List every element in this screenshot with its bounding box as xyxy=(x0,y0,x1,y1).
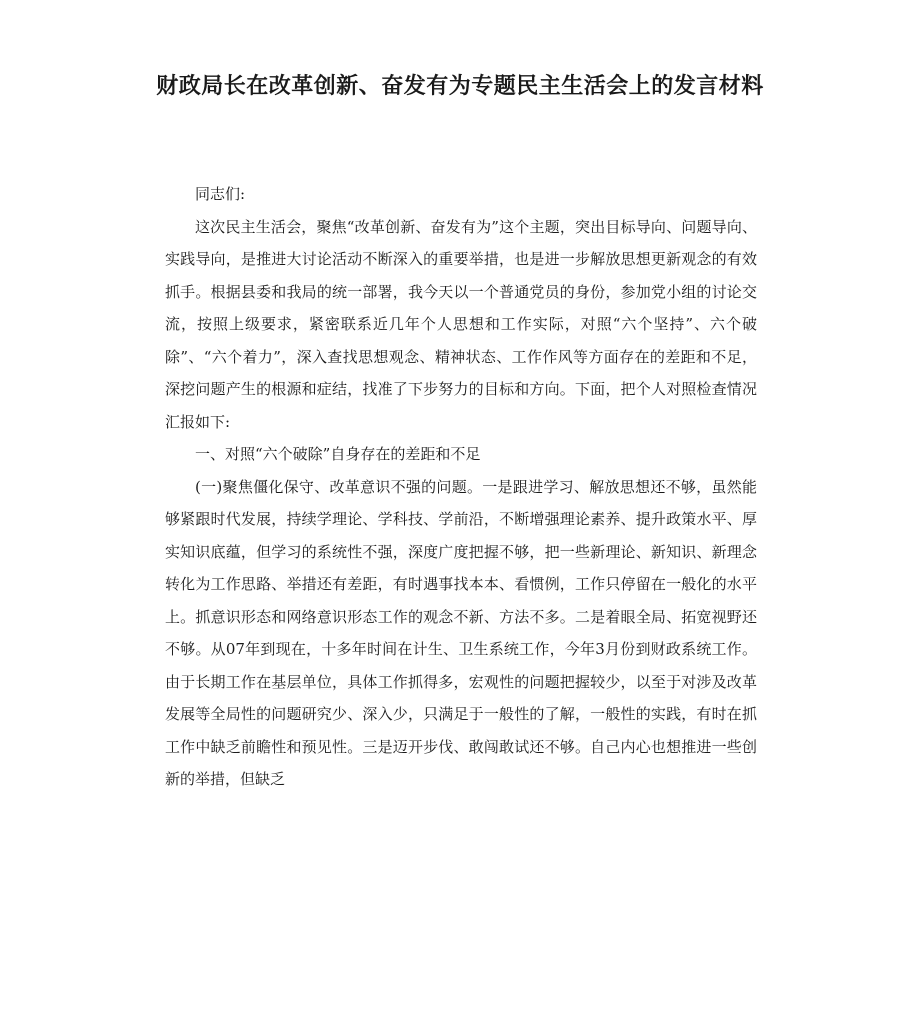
paragraph-intro: 这次民主生活会，聚焦“改革创新、奋发有为”这个主题，突出目标导向、问题导向、实践导向，是推进大讨论活动不断深入的重要举措，也是进一步解放思想更新观念的有效抓手。根据县委和我局的统一部署，我今天以一个普通党员的身份，参加党小组的讨论交流，按照上级要求，紧密联系近几年个人思想和工作实际，对照“六个坚持”、六个破除”、“六个着力”，深入查找思想观念、精神状态、工作作风等方面存在的差距和不足，深挖问题产生的根源和症结，找准了下步努力的目标和方向。下面，把个人对照检查情况汇报如下: xyxy=(165,217,757,431)
section-heading: 一、对照“六个破除”自身存在的差距和不足 xyxy=(195,445,481,463)
salutation: 同志们: xyxy=(195,185,246,203)
document-body xyxy=(165,178,757,796)
paragraph-issue-1: (一)聚焦僵化保守、改革意识不强的问题。一是跟进学习、解放思想还不够，虽然能够紧跟时代发展，持续学理论、学科技、学前沿，不断增强理论素养、提升政策水平、厚实知识底蕴，但学习的系统性不强，深度广度把握不够，把一些新理论、新知识、新理念转化为工作思路、举措还有差距，有时遇事找本本、看惯例，工作只停留在一般化的水平上。抓意识形态和网络意识形态工作的观念不新、方法不多。二是着眼全局、拓宽视野还不够。从07年到现在，十多年时间在计生、卫生系统工作，今年3月份到财政系统工作。由于长期工作在基层单位，具体工作抓得多，宏观性的问题把握较少，以至于对涉及改革发展等全局性的问题研究少、深入少，只满足于一般性的了解，一般性的实践，有时在抓工作中缺乏前瞻性和预见性。三是迈开步伐、敢闯敢试还不够。自己内心也想推进一些创新的举措，但缺乏 xyxy=(165,477,757,788)
document-title: 财政局长在改革创新、奋发有为专题民主生活会上的发言材料 xyxy=(156,74,764,99)
